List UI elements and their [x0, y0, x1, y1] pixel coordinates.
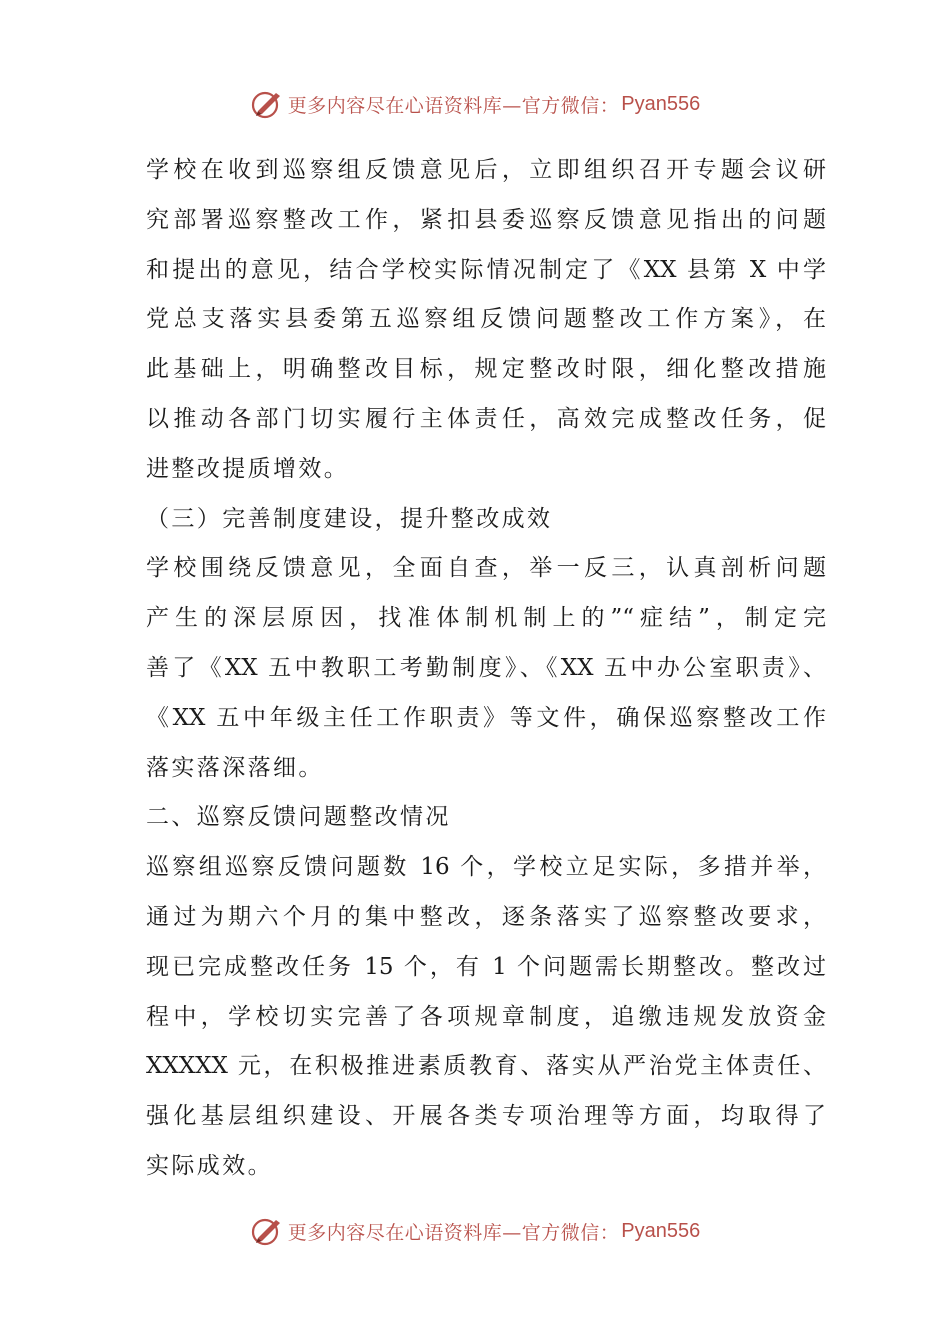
text-line: 以推动各部门切实履行主体责任，高效完成整改任务，促	[146, 405, 826, 432]
text-line: 学校在收到巡察组反馈意见后，立即组织召开专题会议研	[146, 157, 826, 183]
text-line: 此基础上，明确整改目标，规定整改时限，细化整改措施	[146, 356, 826, 383]
text-line: 学校围绕反馈意见，全面自查，举一反三，认真剖析问题	[146, 555, 826, 582]
footer-banner-id: Pyan556	[621, 1219, 701, 1242]
text-line: 通过为期六个月的集中整改，逐条落实了巡察整改要求，	[146, 903, 826, 930]
text-line: 实际成效。	[146, 1152, 273, 1179]
section-heading: （三）完善制度建设，提升整改成效	[146, 505, 553, 532]
footer-banner-text: 更多内容尽在心语资料库—官方微信：	[287, 1221, 620, 1244]
section-heading: 二、巡察反馈问题整改情况	[146, 804, 451, 831]
text-line: 善了《XX 五中教职工考勤制度》、《XX 五中办公室职责》、	[146, 654, 826, 681]
pen-logo-icon	[250, 87, 284, 121]
text-line: 程中，学校切实完善了各项规章制度，追缴违规发放资金	[146, 1003, 826, 1030]
text-line: 究部署巡察整改工作，紧扣县委巡察反馈意见指出的问题	[146, 206, 826, 233]
text-line: 巡察组巡察反馈问题数 16 个，学校立足实际，多措并举，	[146, 854, 826, 881]
header-banner-id: Pyan556	[621, 92, 701, 115]
text-line: 产生的深层原因，找准体制机制上的”“症结”，制定完	[146, 605, 826, 632]
text-line: 强化基层组织建设、开展各类专项治理等方面，均取得了	[146, 1103, 826, 1130]
pen-logo-icon	[250, 1214, 284, 1248]
text-line: 进整改提质增效。	[146, 455, 350, 482]
text-line: 党总支落实县委第五巡察组反馈问题整改工作方案》，在	[146, 306, 826, 333]
text-line: 和提出的意见，结合学校实际情况制定了《XX 县第 X 中学	[146, 256, 826, 283]
text-line: XXXXX 元，在积极推进素质教育、落实从严治党主体责任、	[146, 1053, 826, 1080]
text-line: 现已完成整改任务 15 个，有 1 个问题需长期整改。整改过	[146, 953, 826, 980]
text-line: 落实落深落细。	[146, 754, 324, 781]
text-line: 《XX 五中年级主任工作职责》等文件，确保巡察整改工作	[146, 704, 826, 731]
header-banner	[0, 84, 950, 124]
header-banner-text: 更多内容尽在心语资料库—官方微信：	[287, 94, 620, 117]
document-body	[146, 146, 826, 1192]
footer-banner	[0, 1211, 950, 1251]
